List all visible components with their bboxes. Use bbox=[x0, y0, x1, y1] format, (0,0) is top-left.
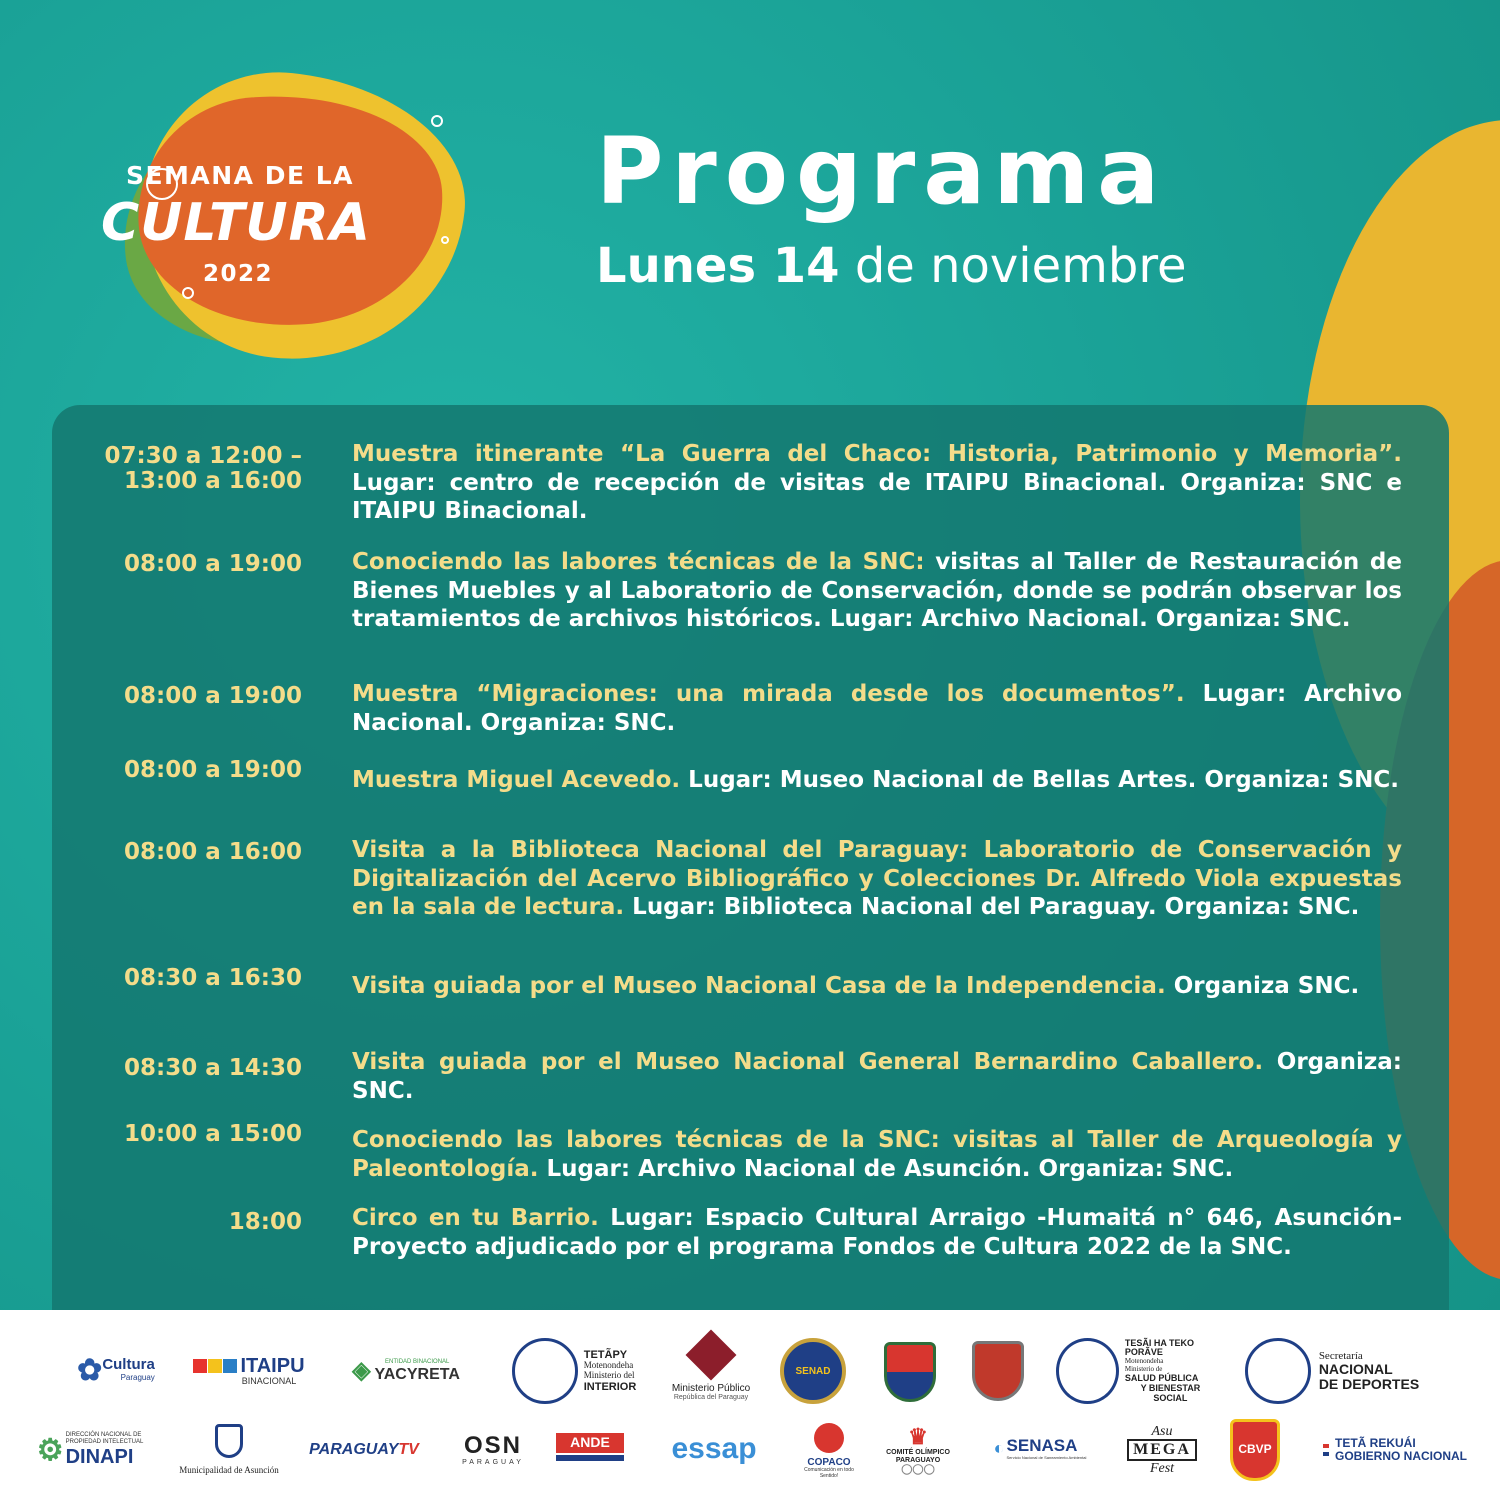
event-time: 07:30 a 12:00 – 13:00 a 16:00 bbox=[104, 443, 302, 494]
olympic-lion-icon: ♛ bbox=[908, 1423, 928, 1449]
republic-seal-icon bbox=[1056, 1338, 1119, 1404]
event-details: Organiza: SNC. bbox=[352, 1049, 1403, 1104]
event-time: 08:00 a 19:00 bbox=[124, 551, 302, 577]
event-details: Lugar: Biblioteca Nacional del Paraguay. Organiza: SNC. bbox=[624, 894, 1360, 920]
event-description bbox=[352, 972, 1402, 1001]
semana-cultura-logo bbox=[101, 55, 468, 365]
circle-decoration bbox=[441, 236, 449, 244]
event-time: 08:00 a 16:00 bbox=[124, 839, 302, 865]
logo-line-3: 2022 bbox=[202, 261, 273, 287]
logo-line-1: SEMANA DE LA bbox=[125, 161, 355, 190]
ministerio-publico-icon bbox=[686, 1329, 737, 1380]
event-time: 08:30 a 16:30 bbox=[124, 965, 302, 991]
republic-seal-icon bbox=[1245, 1338, 1311, 1404]
essap-logo: essap bbox=[671, 1431, 757, 1465]
asu-mega-fest-logo: Asu MEGA Fest bbox=[1122, 1412, 1202, 1488]
event-time: 08:30 a 14:30 bbox=[124, 1055, 302, 1081]
sponsor-footer bbox=[0, 1310, 1500, 1500]
event-title: Visita a la Biblioteca Nacional del Paraguay: Laboratorio de Conservación y Digitalización del Acervo Bibliográfico y Colecciones Dr. Alfredo Viola expuestas en la sala de lectura. bbox=[352, 837, 1402, 920]
copaco-icon bbox=[814, 1423, 844, 1453]
event-description bbox=[352, 680, 1402, 737]
paraguay-tv-logo: PARAGUAY TV bbox=[309, 1441, 419, 1459]
date-day: Lunes 14 bbox=[596, 238, 840, 294]
event-title: Conociendo las labores técnicas de la SNC: visitas al Taller de Arqueología y Paleontología. bbox=[352, 1127, 1402, 1182]
republic-seal-icon bbox=[512, 1338, 578, 1404]
cbvp-logo: CBVP bbox=[1226, 1414, 1284, 1486]
event-details: Organiza SNC. bbox=[1165, 973, 1360, 999]
event-description bbox=[352, 1204, 1402, 1261]
army-shield-icon bbox=[884, 1342, 936, 1402]
event-details: Lugar: Archivo Nacional. Organiza: SNC. bbox=[352, 681, 1402, 736]
olympic-rings-icon: ◯◯◯ bbox=[901, 1464, 935, 1476]
dinapi-logo: ⚙ DIRECCIÓN NACIONAL DE PROPIEDAD INTELECTUAL DINAPI bbox=[36, 1432, 144, 1468]
yacyreta-logo: ◈ ENTIDAD BINACIONAL YACYRETA bbox=[352, 1356, 460, 1384]
cultura-flower-icon: ✿ bbox=[77, 1353, 103, 1387]
event-details: Lugar: centro de recepción de visitas de ITAIPU Binacional. Organiza: SNC e ITAIPU Binacional. bbox=[352, 469, 1402, 524]
page-title: Programa bbox=[596, 118, 1168, 225]
ministerio-salud-logo: TESÃI HA TEKO PORÃVE Motenondeha Ministerio de SALUD PÚBLICA Y BIENESTAR SOCIAL bbox=[1056, 1334, 1216, 1408]
date-month: de noviembre bbox=[854, 238, 1187, 294]
event-description bbox=[352, 548, 1402, 634]
event-time: 08:00 a 19:00 bbox=[124, 683, 302, 709]
ejercito-shield-logo bbox=[878, 1336, 942, 1408]
secretaria-deportes-logo: Secretaría NACIONAL DE DEPORTES bbox=[1240, 1336, 1424, 1406]
event-title: Visita guiada por el Museo Nacional Casa de la Independencia. bbox=[352, 973, 1166, 999]
ande-logo: ANDE bbox=[556, 1428, 624, 1466]
circle-decoration bbox=[182, 287, 194, 299]
yacyreta-icon: ◈ bbox=[352, 1356, 371, 1384]
event-title: Muestra Miguel Acevedo. bbox=[352, 767, 681, 793]
event-details: Lugar: Archivo Nacional de Asunción. Organiza: SNC. bbox=[538, 1155, 1234, 1182]
event-title: Conociendo las labores técnicas de la SNC: bbox=[352, 549, 925, 575]
comite-olimpico-logo: ♛ COMITÉ OLÍMPICO PARAGUAYO ◯◯◯ bbox=[886, 1423, 950, 1476]
police-shield-icon bbox=[972, 1341, 1024, 1401]
event-details: Lugar: Museo Nacional de Bellas Artes. Organiza: SNC. bbox=[680, 767, 1399, 793]
event-description bbox=[352, 836, 1402, 922]
event-details: visitas al Taller de Restauración de Bienes Muebles y al Laboratorio de Conservación, donde se podrán observar los tratamientos de archivos históricos. Lugar: Archivo Nacional. Organiza: SNC. bbox=[352, 549, 1402, 632]
senasa-logo: ◐ SENASA Servicio Nacional de Saneamiento Ambiental bbox=[993, 1436, 1087, 1461]
event-time: 18:00 bbox=[228, 1209, 302, 1235]
asuncion-shield-icon bbox=[215, 1424, 243, 1458]
event-title: Muestra itinerante “La Guerra del Chaco: Historia, Patrimonio y Memoria”. bbox=[352, 441, 1402, 467]
dinapi-gears-icon: ⚙ bbox=[36, 1433, 64, 1467]
event-time: 08:00 a 19:00 bbox=[124, 757, 302, 783]
event-description bbox=[352, 1048, 1402, 1105]
ministerio-interior-logo: TETÃPY Motenondeha Ministerio del INTERIOR bbox=[504, 1336, 644, 1406]
cultura-logo: ✿ Cultura Paraguay bbox=[77, 1353, 155, 1387]
event-time: 10:00 a 15:00 bbox=[124, 1121, 302, 1147]
event-details: Lugar: Espacio Cultural Arraigo -Humaitá n° 646, Asunción- Proyecto adjudicado por el programa Fondos de Cultura 2022 de la SNC. bbox=[352, 1205, 1402, 1260]
policia-shield-logo bbox=[968, 1338, 1028, 1404]
senad-logo: SENAD bbox=[780, 1338, 846, 1404]
osn-logo: OSN PARAGUAY bbox=[462, 1431, 524, 1467]
gobierno-nacional-logo: TETÃ REKUÁI GOBIERNO NACIONAL bbox=[1314, 1430, 1476, 1470]
event-description bbox=[352, 440, 1402, 526]
paraguay-flag-icon bbox=[1323, 1444, 1329, 1456]
event-title: Muestra “Migraciones: una mirada desde los documentos”. bbox=[352, 681, 1185, 707]
itaipu-logo: ITAIPU BINACIONAL bbox=[188, 1348, 310, 1394]
date-heading bbox=[596, 238, 1187, 294]
event-description bbox=[352, 766, 1402, 795]
senasa-icon: ◐ bbox=[993, 1438, 1005, 1459]
logo-line-2: CULTURA bbox=[101, 193, 371, 253]
circle-decoration bbox=[431, 115, 443, 127]
copaco-logo: COPACO Comunicación en todo Sentido! bbox=[800, 1414, 858, 1488]
event-title: Visita guiada por el Museo Nacional General Bernardino Caballero. bbox=[352, 1049, 1264, 1075]
event-title: Circo en tu Barrio. bbox=[352, 1205, 599, 1231]
ministerio-publico-logo: Ministerio Público República del Paraguay bbox=[666, 1332, 756, 1406]
event-description bbox=[352, 1126, 1402, 1183]
municipalidad-asuncion-logo: Municipalidad de Asunción bbox=[172, 1414, 286, 1486]
